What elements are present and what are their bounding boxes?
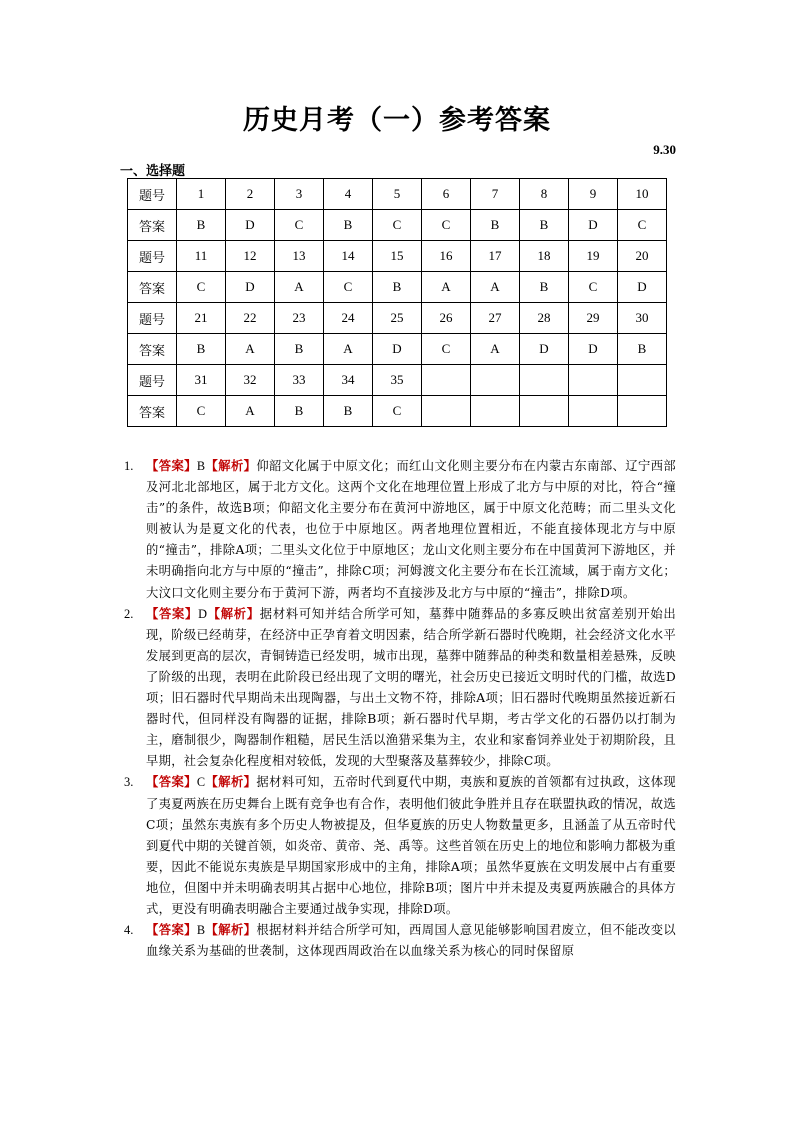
table-cell: A [471, 272, 520, 303]
table-cell [422, 396, 471, 427]
table-cell: D [569, 210, 618, 241]
table-cell: 2 [226, 179, 275, 210]
table-cell: 24 [324, 303, 373, 334]
table-cell: 3 [275, 179, 324, 210]
table-cell: C [373, 396, 422, 427]
table-cell: B [373, 272, 422, 303]
table-cell: 10 [618, 179, 667, 210]
row-label: 答案 [128, 272, 177, 303]
answer-letter: D [198, 606, 208, 621]
table-cell: D [618, 272, 667, 303]
table-cell: 30 [618, 303, 667, 334]
table-cell: 6 [422, 179, 471, 210]
analysis-body: 据材料可知并结合所学可知，墓葬中随葬品的多寡反映出贫富差别开始出现，阶级已经萌芽，在经济中正孕育着文明因素，结合所学新石器时代晚期，社会经济文化水平发展到更高的层次，青铜铸造已经发明，城市出现，墓葬中随葬品的种类和数量相差悬殊，反映了阶级的出现，表明在此阶段已经出现了文明的曙光，社会历史已接近文明时代的门槛，故选D项；旧石器时代早期尚未出现陶器，与出土文物不符，排除A项；旧石器时代晚期虽然接近新石器时代，但同样没有陶器的证据，排除B项；新石器时代早期，考古学文化的石器仍以打制为主，磨制很少，陶器制作粗糙，居民生活以渔猎采集为主，农业和家畜饲养业处于初期阶段，且早期，社会复杂化程度相对较低，发现的大型聚落及墓葬较少，排除C项。 [146, 606, 677, 769]
table-cell: D [226, 272, 275, 303]
table-cell: 1 [177, 179, 226, 210]
table-cell: 19 [569, 241, 618, 272]
table-cell: C [373, 210, 422, 241]
table-cell: 31 [177, 365, 226, 396]
table-cell: B [471, 210, 520, 241]
table-cell: B [324, 210, 373, 241]
table-cell: B [177, 210, 226, 241]
analysis-body: 仰韶文化属于中原文化；而红山文化则主要分布在内蒙古东南部、辽宁西部及河北北部地区，属于北方文化。这两个文化在地理位置上形成了北方与中原的对比，符合“撞击”的条件，故选B项；仰韶文化主要分布在黄河中游地区，属于中原文化范畴；而二里头文化则被认为是夏文化的代表，也位于中原地区。两者地理位置相近，不能直接体现北方与中原的“撞击”，排除A项；二里头文化位于中原地区；龙山文化则主要分布在中国黄河下游地区，并未明确指向北方与中原的“撞击”，排除C项；河姆渡文化主要分布在长江流域，属于南方文化；大汶口文化则主要分布于黄河下游，两者均不直接涉及北方与中原的“撞击”，排除D项。 [146, 459, 677, 600]
table-cell: C [177, 396, 226, 427]
analysis-tag: 【解析】 [205, 923, 257, 938]
analysis-body: 据材料可知，五帝时代到夏代中期，夷族和夏族的首领都有过执政，这体现了夷夏两族在历史舞台上既有竞争也有合作，表明他们彼此争胜并且存在联盟执政的情况，故选C项；虽然东夷族有多个历史人物被提及，但华夏族的历史人物数量更多，且涵盖了从五帝时代到夏代中期的关键首领，如炎帝、黄帝、尧、禹等。这些首领在历史上的地位和影响力都极为重要，因此不能说东夷族是早期国家形成中的主角，排除A项；虽然华夏族在文明发展中占有重要地位，但图中并未明确表明其占据中心地位，排除B项；图片中并未提及夷夏两族融合的具体方式，更没有明确表明融合主要通过战争实现，排除D项。 [146, 775, 677, 916]
table-cell: B [618, 334, 667, 365]
table-cell: 35 [373, 365, 422, 396]
table-cell: 8 [520, 179, 569, 210]
date-label: 9.30 [653, 142, 676, 157]
table-cell: 28 [520, 303, 569, 334]
table-cell: 12 [226, 241, 275, 272]
table-cell: C [275, 210, 324, 241]
explanation-text [146, 604, 676, 773]
answer-tag: 【答案】 [146, 606, 199, 621]
table-cell [520, 365, 569, 396]
table-cell: B [520, 210, 569, 241]
analysis-tag: 【解析】 [207, 606, 260, 621]
table-cell: A [422, 272, 471, 303]
table-cell: 13 [275, 241, 324, 272]
table-cell: C [618, 210, 667, 241]
row-label: 答案 [128, 334, 177, 365]
analysis-tag: 【解析】 [205, 775, 257, 790]
table-cell: 25 [373, 303, 422, 334]
table-cell: 14 [324, 241, 373, 272]
analysis-tag: 【解析】 [205, 459, 257, 473]
table-cell: 29 [569, 303, 618, 334]
table-cell: D [373, 334, 422, 365]
table-cell: 7 [471, 179, 520, 210]
table-cell: 34 [324, 365, 373, 396]
table-cell: B [520, 272, 569, 303]
table-cell: C [422, 334, 471, 365]
table-cell: A [226, 334, 275, 365]
list-item [124, 920, 676, 962]
answer-letter: C [196, 775, 206, 790]
table-cell: 11 [177, 241, 226, 272]
table-cell: 15 [373, 241, 422, 272]
table-cell: D [226, 210, 275, 241]
table-cell: C [324, 272, 373, 303]
table-cell: A [324, 334, 373, 365]
table-cell [618, 396, 667, 427]
table-cell: 20 [618, 241, 667, 272]
table-cell [520, 396, 569, 427]
answer-letter: B [196, 923, 206, 938]
table-cell: 5 [373, 179, 422, 210]
explanation-text [146, 456, 676, 604]
table-cell: D [520, 334, 569, 365]
answer-letter: B [196, 459, 206, 473]
table-row [128, 241, 667, 272]
item-number: 4. [124, 923, 134, 938]
page-title: 历史月考（一）参考答案 [243, 105, 551, 136]
table-cell: 32 [226, 365, 275, 396]
table-cell: 27 [471, 303, 520, 334]
table-cell: B [177, 334, 226, 365]
table-cell: 33 [275, 365, 324, 396]
table-cell: B [275, 396, 324, 427]
row-label: 答案 [128, 210, 177, 241]
answer-tag: 【答案】 [146, 923, 197, 938]
table-cell: 9 [569, 179, 618, 210]
table-cell: C [422, 210, 471, 241]
table-row [128, 396, 667, 427]
table-cell: 18 [520, 241, 569, 272]
table-cell: A [275, 272, 324, 303]
table-cell: C [569, 272, 618, 303]
table-row [128, 303, 667, 334]
table-cell [471, 396, 520, 427]
item-number: 1. [124, 459, 134, 473]
table-cell [471, 365, 520, 396]
table-cell [569, 365, 618, 396]
list-item [124, 604, 676, 773]
table-cell: 22 [226, 303, 275, 334]
item-number: 2. [124, 606, 134, 621]
table-row [128, 365, 667, 396]
explanation-text [146, 920, 676, 962]
row-label: 答案 [128, 396, 177, 427]
table-row [128, 210, 667, 241]
explanation-text [146, 772, 676, 920]
row-label: 题号 [128, 241, 177, 272]
row-label: 题号 [128, 303, 177, 334]
table-cell: C [177, 272, 226, 303]
table-cell [422, 365, 471, 396]
table-row [128, 334, 667, 365]
table-cell [618, 365, 667, 396]
table-cell: B [324, 396, 373, 427]
table-row [128, 272, 667, 303]
answer-tag: 【答案】 [146, 775, 197, 790]
table-cell: 26 [422, 303, 471, 334]
table-cell: B [275, 334, 324, 365]
list-item [124, 456, 676, 604]
explanations-list [124, 456, 676, 962]
table-cell: 21 [177, 303, 226, 334]
table-cell: 16 [422, 241, 471, 272]
row-label: 题号 [128, 365, 177, 396]
table-cell: 23 [275, 303, 324, 334]
table-row [128, 179, 667, 210]
list-item [124, 772, 676, 920]
table-cell [569, 396, 618, 427]
answer-table [127, 178, 667, 427]
table-cell: A [226, 396, 275, 427]
item-number: 3. [124, 775, 134, 790]
table-cell: 17 [471, 241, 520, 272]
table-cell: A [471, 334, 520, 365]
answer-tag: 【答案】 [146, 459, 197, 473]
section-heading: 一、选择题 [120, 164, 186, 179]
table-cell: 4 [324, 179, 373, 210]
analysis-body: 根据材料并结合所学可知，西周国人意见能够影响国君废立，但不能改变以血缘关系为基础的世袭制，这体现西周政治在以血缘关系为核心的同时保留原 [146, 923, 677, 959]
row-label: 题号 [128, 179, 177, 210]
table-cell: D [569, 334, 618, 365]
